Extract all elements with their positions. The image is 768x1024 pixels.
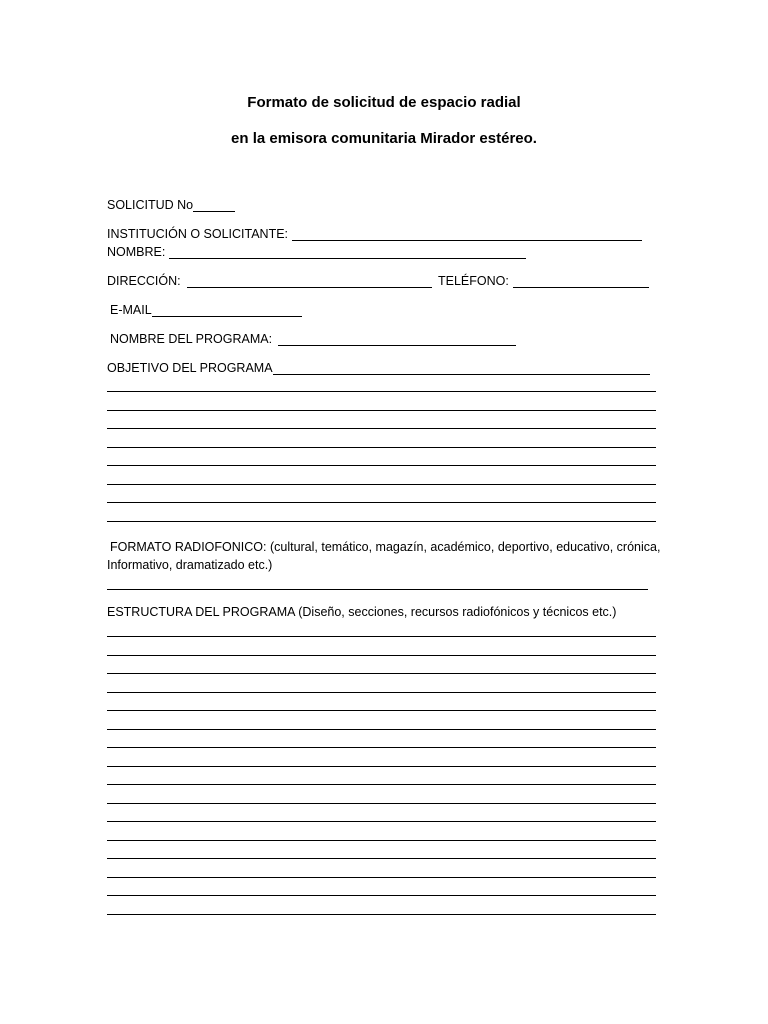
estructura-line[interactable] [107,914,656,915]
estructura-line[interactable] [107,747,656,748]
estructura-label: ESTRUCTURA DEL PROGRAMA (Diseño, secciones, recursos radiofónicos y técnicos etc.) [107,605,617,619]
estructura-line[interactable] [107,821,656,822]
solicitud-field [107,196,235,212]
objetivo-line[interactable] [107,391,656,392]
formato-label-line2: Informativo, dramatizado etc.) [107,558,273,572]
nombre-field [107,243,526,259]
direccion-label: DIRECCIÓN: [107,274,181,288]
nombre-programa-blank[interactable] [278,333,516,346]
nombre-programa-label: NOMBRE DEL PROGRAMA: [110,332,273,346]
institucion-label: INSTITUCIÓN O SOLICITANTE: [107,227,289,241]
solicitud-label: SOLICITUD No [107,198,194,212]
estructura-line[interactable] [107,895,656,896]
estructura-line[interactable] [107,729,656,730]
objetivo-field [107,359,650,375]
institucion-field [107,225,642,241]
estructura-line[interactable] [107,840,656,841]
solicitud-blank[interactable] [193,199,235,212]
nombre-label: NOMBRE: [107,245,166,259]
formato-label-line1: FORMATO RADIOFONICO: (cultural, temático, magazín, académico, deportivo, educativo, crónica, [110,540,661,554]
direccion-field [107,272,432,288]
objetivo-line[interactable] [107,465,656,466]
nombre-blank[interactable] [169,246,526,259]
form-title-line1: Formato de solicitud de espacio radial [247,94,521,111]
estructura-line[interactable] [107,784,656,785]
email-field [110,301,302,317]
objetivo-line[interactable] [107,447,656,448]
objetivo-line[interactable] [107,484,656,485]
formato-line[interactable] [107,589,648,590]
estructura-line[interactable] [107,673,656,674]
estructura-line[interactable] [107,636,656,637]
telefono-field [438,272,649,288]
estructura-line[interactable] [107,655,656,656]
estructura-line[interactable] [107,766,656,767]
email-blank[interactable] [152,304,302,317]
estructura-line[interactable] [107,877,656,878]
form-title-line2: en la emisora comunitaria Mirador estéreo. [231,130,537,147]
objetivo-blank[interactable] [273,362,650,375]
email-label: E-MAIL [110,303,152,317]
estructura-line[interactable] [107,692,656,693]
estructura-line[interactable] [107,858,656,859]
institucion-blank[interactable] [292,228,642,241]
objetivo-line[interactable] [107,410,656,411]
nombre-programa-field [110,330,516,346]
telefono-label: TELÉFONO: [438,274,509,288]
estructura-line[interactable] [107,803,656,804]
estructura-line[interactable] [107,710,656,711]
objetivo-label: OBJETIVO DEL PROGRAMA [107,361,273,375]
direccion-blank[interactable] [187,275,432,288]
objetivo-line[interactable] [107,428,656,429]
objetivo-line[interactable] [107,502,656,503]
telefono-blank[interactable] [513,275,649,288]
objetivo-line[interactable] [107,521,656,522]
